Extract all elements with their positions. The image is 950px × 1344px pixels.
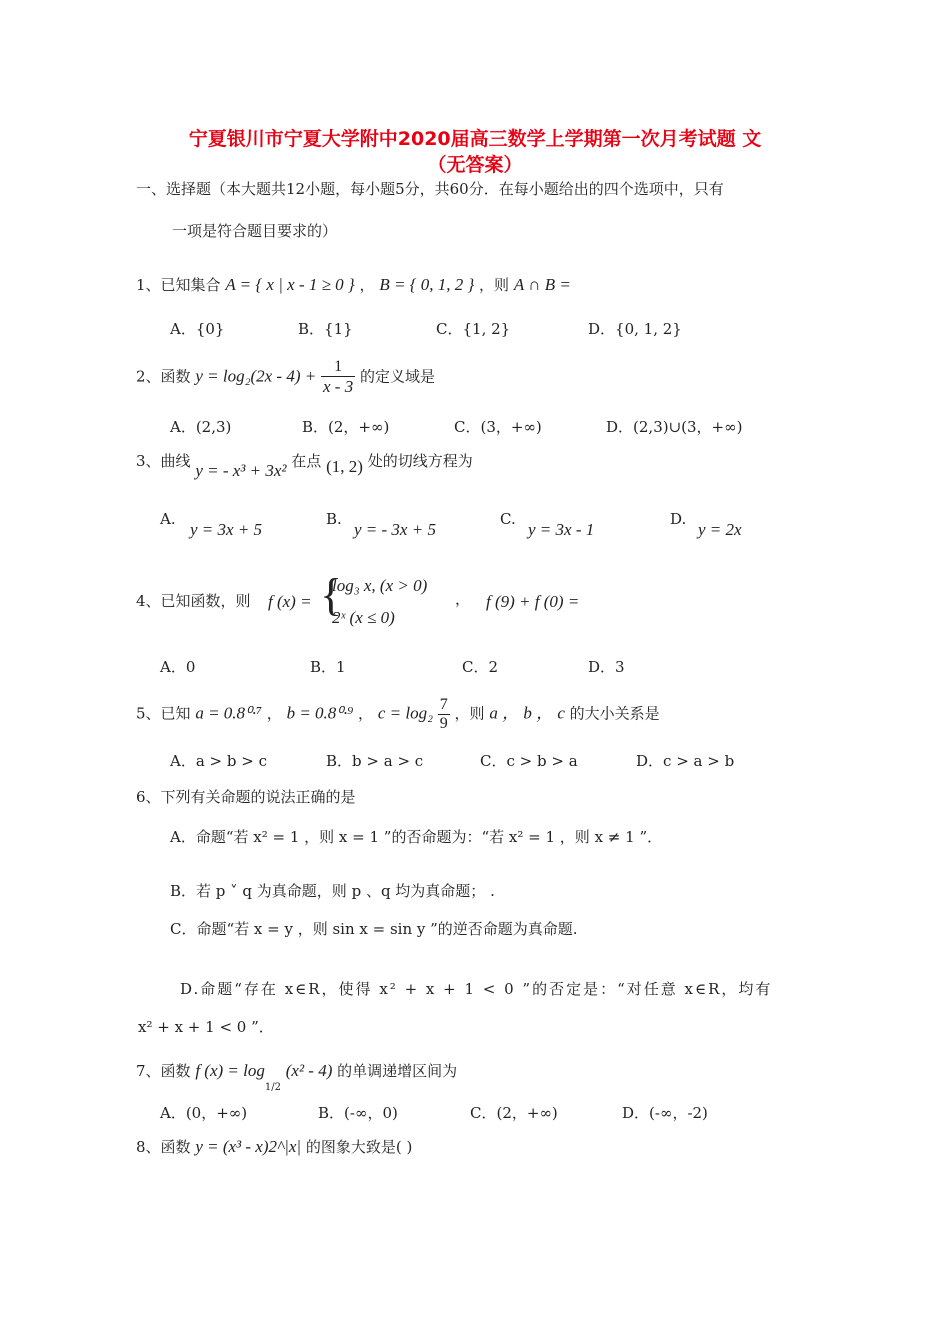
q7-log-base: 1/2: [264, 1082, 281, 1093]
q7-option-d: D．(-∞，-2): [622, 1104, 708, 1122]
q7-suffix: 的单调递增区间为: [337, 1062, 458, 1080]
q7-option-c: C．(2，+∞): [470, 1104, 558, 1122]
q3-option-b-label: B.: [326, 510, 342, 528]
q3-option-b: y = - 3x + 5: [354, 520, 436, 539]
q6-option-b: B．若 p ˅ q 为真命题，则 p 、q 均为真命题； .: [170, 882, 495, 900]
q7-argument: (x² - 4): [285, 1061, 333, 1080]
q5-prefix: 5、已知: [136, 704, 191, 723]
q3-option-a-label: A.: [160, 510, 176, 528]
q4-option-c: C．2: [462, 658, 499, 676]
q6-option-a: A．命题“若 x² = 1 ，则 x = 1 ”的否命题为：“若 x² = 1 ，则 x ≠ 1 ”．: [170, 828, 663, 846]
q4-case-2: 2ˣ (x ≤ 0): [332, 608, 395, 627]
q1-intersection: A ∩ B =: [513, 275, 571, 294]
question-8: [136, 1136, 412, 1157]
q5-suffix: 的大小关系是: [569, 704, 660, 723]
q1-option-b: B．{1}: [298, 320, 353, 338]
q1-text-b: ，: [359, 276, 375, 294]
q3-option-d: y = 2x: [698, 520, 742, 539]
piecewise-brace: {: [320, 569, 343, 620]
q4-function-name: f (x) =: [268, 592, 312, 611]
q5-b-value: b = 0.8⁰·⁹: [286, 703, 354, 723]
q7-option-a: A．(0，+∞): [160, 1104, 248, 1122]
q3-point: (1, 2): [326, 457, 363, 476]
q3-option-d-label: D.: [670, 510, 687, 528]
q2-option-d: D．(2,3)∪(3，+∞): [606, 418, 743, 436]
q1-option-c: C．{1, 2}: [436, 320, 511, 338]
section-header-continued: 一项是符合题目要求的）: [172, 222, 338, 240]
q1-text-a: 1、已知集合: [136, 276, 221, 294]
q6-option-c: C．命题“若 x = y ，则 sin x = sin y ”的逆否命题为真命题.: [170, 920, 578, 938]
section-header: 一、选择题（本大题共12小题，每小题5分，共60分．在每小题给出的四个选项中，只有: [136, 180, 724, 198]
q5-option-d: D．c > a > b: [636, 752, 735, 770]
q3-option-a: y = 3x + 5: [190, 520, 263, 539]
q5-frac-numerator: 7: [439, 696, 448, 713]
q3-option-c-label: C.: [500, 510, 516, 528]
q2-prefix: 2、函数: [136, 367, 191, 386]
q4-case-1: log₃ x, (x > 0): [332, 576, 428, 595]
q1-set-a: A = { x | x - 1 ≥ 0 }: [225, 275, 355, 294]
q4-comma: ，: [455, 590, 471, 608]
q3-prefix: 3、曲线: [136, 452, 191, 470]
q7-prefix: 7、函数: [136, 1062, 191, 1080]
q2-option-b: B．(2，+∞): [302, 418, 390, 436]
q6-option-d-line1: D.命题“存在 x∈R，使得 x² + x + 1 < 0 ”的否定是：“对任意 x∈R，均有: [180, 980, 773, 998]
q4-question: f (9) + f (0) =: [486, 592, 580, 611]
q4-option-a: A．0: [160, 658, 196, 676]
question-7: [136, 1060, 457, 1093]
q2-suffix: 的定义域是: [360, 367, 436, 386]
page-title: 宁夏银川市宁夏大学附中2020届高三数学上学期第一次月考试题 文: [188, 128, 762, 150]
q5-a-value: a = 0.8⁰·⁷: [195, 703, 263, 723]
q1-option-d: D．{0, 1, 2}: [588, 320, 682, 338]
q2-fraction: [321, 358, 355, 397]
q3-mid-text: 在点: [291, 452, 322, 470]
question-3: [136, 450, 473, 480]
q2-frac-numerator: 1: [321, 358, 355, 377]
q5-then: ，则: [454, 704, 485, 723]
page-title-subtitle: （无答案）: [427, 154, 523, 176]
q5-frac-denominator: 9: [439, 715, 448, 732]
q8-expression: y = (x³ - x)2^|x|: [195, 1137, 302, 1156]
question-1: [136, 274, 571, 295]
q5-fraction: [438, 696, 450, 733]
q5-option-a: A．a > b > c: [170, 752, 267, 770]
q4-option-b: B．1: [310, 658, 346, 676]
q1-text-c: ，则: [479, 276, 510, 294]
q2-option-c: C．(3，+∞): [454, 418, 542, 436]
q7-option-b: B．(-∞，0): [318, 1104, 398, 1122]
q2-frac-denominator: x - 3: [323, 377, 354, 396]
q4-option-d: D．3: [588, 658, 625, 676]
question-6: 6、下列有关命题的说法正确的是: [136, 788, 356, 806]
q3-curve: y = - x³ + 3x²: [195, 461, 287, 480]
q8-prefix: 8、函数: [136, 1138, 191, 1156]
q8-suffix: 的图象大致是( ): [305, 1138, 413, 1156]
q2-option-a: A．(2,3): [170, 418, 232, 436]
question-2: [136, 358, 435, 397]
q5-option-b: B．b > a > c: [326, 752, 424, 770]
q5-option-c: C．c > b > a: [480, 752, 578, 770]
q4-prefix: 4、已知函数，则: [136, 592, 251, 610]
q3-suffix: 处的切线方程为: [367, 452, 473, 470]
q5-variables: a ， b ， c: [489, 703, 565, 723]
q1-set-b: B = { 0, 1, 2 }: [379, 275, 475, 294]
q6-option-d-line2: x² + x + 1 < 0 ”．: [138, 1018, 274, 1036]
question-5: 5、已知 a = 0.8⁰·⁷ ， b = 0.8⁰·⁹ ， c = log₂ $\frac{7}{9}$ ，则 a ， b ， c 的大小关系是: [136, 696, 660, 732]
q7-expression: f (x) = log: [195, 1061, 265, 1080]
q1-option-a: A．{0}: [170, 320, 225, 338]
q2-expression: y = log₂(2x - 4) +: [195, 366, 317, 386]
q5-c-value: c = log₂: [377, 703, 433, 723]
q3-option-c: y = 3x - 1: [528, 520, 595, 539]
